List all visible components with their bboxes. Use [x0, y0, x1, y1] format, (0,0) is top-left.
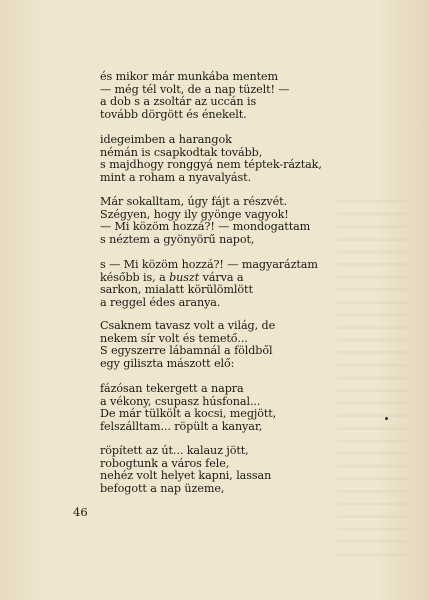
verse-line: a vékony, csupasz húsfonal... — [100, 394, 261, 408]
stanza-2 — [100, 134, 400, 184]
verse-line: s majdhogy ronggyá nem téptek-ráztak, — [100, 158, 322, 172]
verse-line: tovább dörgött és énekelt. — [100, 107, 247, 121]
verse-line: a reggel édes aranya. — [100, 295, 221, 309]
verse-line: és mikor már munkába mentem — [100, 70, 279, 83]
verse-line: Már sokalltam, úgy fájt a részvét. — [100, 195, 287, 208]
verse-line: Szégyen, hogy ily gyönge vagyok! — [100, 207, 289, 221]
verse-line: mint a roham a nyavalyást. — [100, 170, 251, 184]
verse-line: felszálltam... röpült a kanyar, — [100, 419, 263, 433]
verse-line: S egyszerre lábamnál a földből — [100, 344, 273, 358]
verse-line: nekem sír volt és temető... — [100, 331, 248, 345]
verse-line: némán is csapkodtak tovább, — [100, 145, 263, 159]
stanza-7 — [100, 445, 400, 495]
verse-line: — Mi közöm hozzá?! — mondogattam — [100, 220, 311, 234]
stanza-5 — [100, 320, 400, 370]
verse-line: idegeimben a harangok — [100, 133, 232, 146]
verse-line: s — Mi közöm hozzá?! — magyaráztam — [100, 258, 318, 271]
verse-line: később is, a buszt várva a — [100, 270, 244, 284]
verse-line: De már tülkölt a kocsi, megjött, — [100, 407, 277, 421]
stanza-6 — [100, 383, 400, 433]
stanza-4 — [100, 259, 400, 309]
stanza-3 — [100, 196, 400, 246]
verse-line: Csaknem tavasz volt a világ, de — [100, 319, 276, 332]
verse-line: egy giliszta mászott elő: — [100, 356, 235, 370]
verse-line: nehéz volt helyet kapni, lassan — [100, 469, 272, 483]
verse-line: s néztem a gyönyörű napot, — [100, 232, 255, 246]
verse-line: — még tél volt, de a nap tüzelt! — — [100, 82, 290, 96]
ink-speck — [385, 417, 388, 420]
verse-line: a dob s a zsoltár az uccán is — [100, 95, 257, 109]
show-through-text — [337, 200, 407, 560]
emphasis-buszt: buszt — [169, 270, 200, 284]
verse-line: robogtunk a város fele, — [100, 456, 230, 470]
verse-line: sarkon, mialatt körülömlött — [100, 283, 253, 297]
stanza-1 — [100, 71, 400, 121]
verse-line: röpített az út... kalauz jött, — [100, 444, 249, 457]
verse-line: fázósan tekergett a napra — [100, 382, 244, 395]
verse-line: befogott a nap üzeme, — [100, 481, 225, 495]
page-number: 46 — [73, 505, 88, 519]
